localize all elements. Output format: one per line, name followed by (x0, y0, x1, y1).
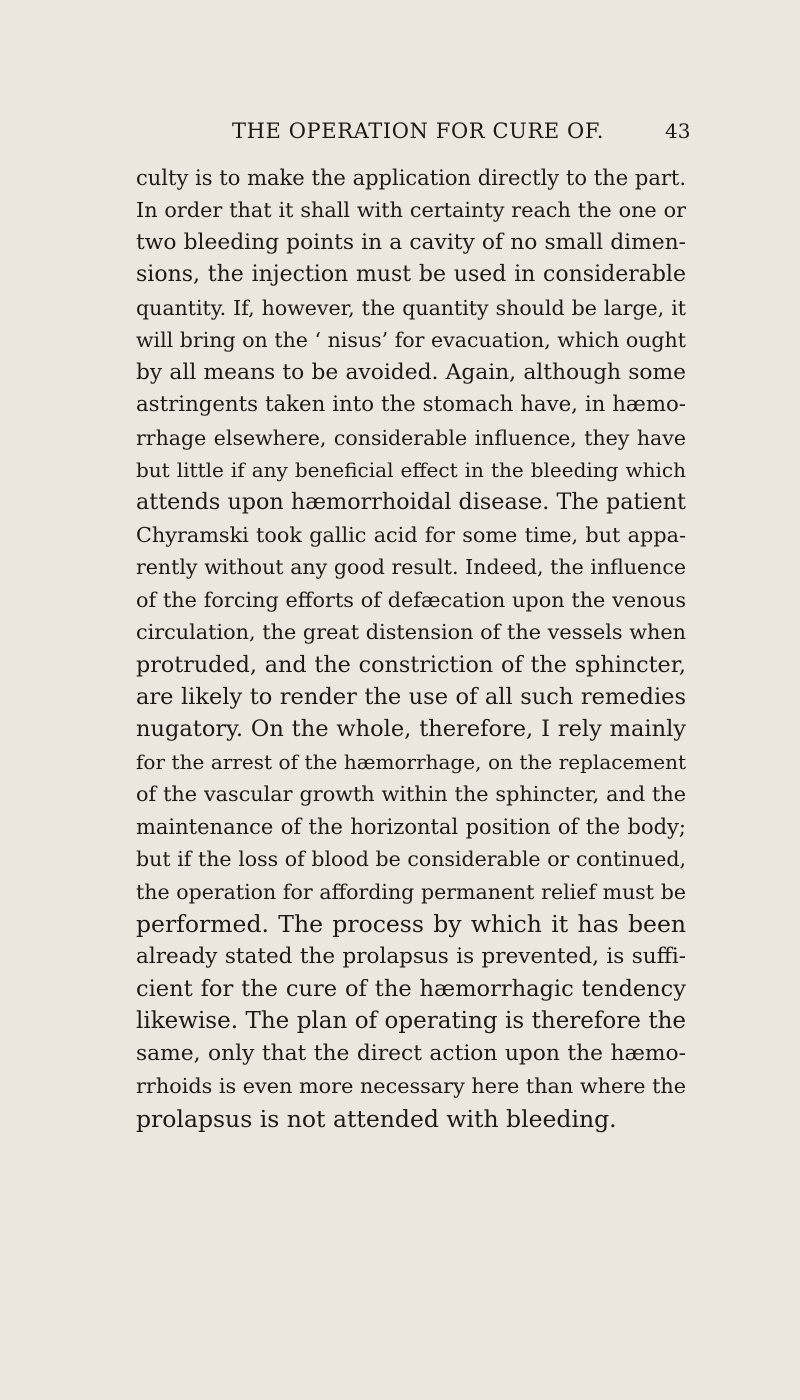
text-line: are likely to render the use of all such remedies (136, 684, 686, 710)
text-line: likewise. The plan of operating is therefore the (136, 1008, 686, 1035)
text-line: but little if any beneficial effect in the bleeding which (136, 457, 686, 482)
text-line: by all means to be avoided. Again, although some (136, 359, 686, 385)
text-line: sions, the injection must be used in considerable (136, 262, 686, 288)
page-number: 43 (665, 119, 691, 143)
text-line: protruded, and the constriction of the sphincter, (136, 651, 686, 678)
text-line: of the forcing efforts of defæcation upon the venous (136, 587, 686, 612)
text-line: the operation for affording permanent relief must be (136, 879, 686, 904)
text-line: same, only that the direct action upon the hæmo- (136, 1040, 686, 1066)
text-line: circulation, the great distension of the vessels when (136, 620, 686, 645)
text-line: astringents taken into the stomach have, in hæmo- (136, 392, 686, 418)
text-line: two bleeding points in a cavity of no small dimen- (136, 229, 686, 255)
text-line: but if the loss of blood be considerable or continued, (136, 847, 686, 872)
running-head (0, 116, 800, 146)
text-line: Chyramski took gallic acid for some time, but appa- (136, 522, 686, 547)
text-line: attends upon hæmorrhoidal disease. The patient (136, 489, 686, 516)
text-line: culty is to make the application directly to the part. (136, 166, 686, 190)
text-line: already stated the prolapsus is prevented, is suffi- (136, 943, 686, 969)
text-line: for the arrest of the hæmorrhage, on the replacement (136, 749, 686, 774)
text-line: quantity. If, however, the quantity should be large, it (136, 295, 686, 320)
running-title: THE OPERATION FOR CURE OF. (232, 119, 605, 143)
text-line: In order that it shall with certainty reach the one or (136, 198, 686, 223)
text-line: maintenance of the horizontal position of the body; (136, 814, 686, 839)
text-line: performed. The process by which it has been (136, 910, 686, 939)
text-line-last: prolapsus is not attended with bleeding. (136, 1104, 617, 1133)
text-line: will bring on the ‘ nisus’ for evacuation, which ought (136, 328, 686, 353)
text-line: rrhoids is even more necessary here than where the (136, 1074, 687, 1099)
text-line: cient for the cure of the hæmorrhagic tendency (136, 975, 686, 1002)
text-line: rrhage elsewhere, considerable influence, they have (136, 425, 686, 450)
text-line: of the vascular growth within the sphincter, and the (136, 782, 686, 807)
text-line: nugatory. On the whole, therefore, I rely mainly (136, 716, 686, 743)
text-line: rently without any good result. Indeed, the influence (136, 555, 686, 580)
body-text (136, 162, 686, 1135)
